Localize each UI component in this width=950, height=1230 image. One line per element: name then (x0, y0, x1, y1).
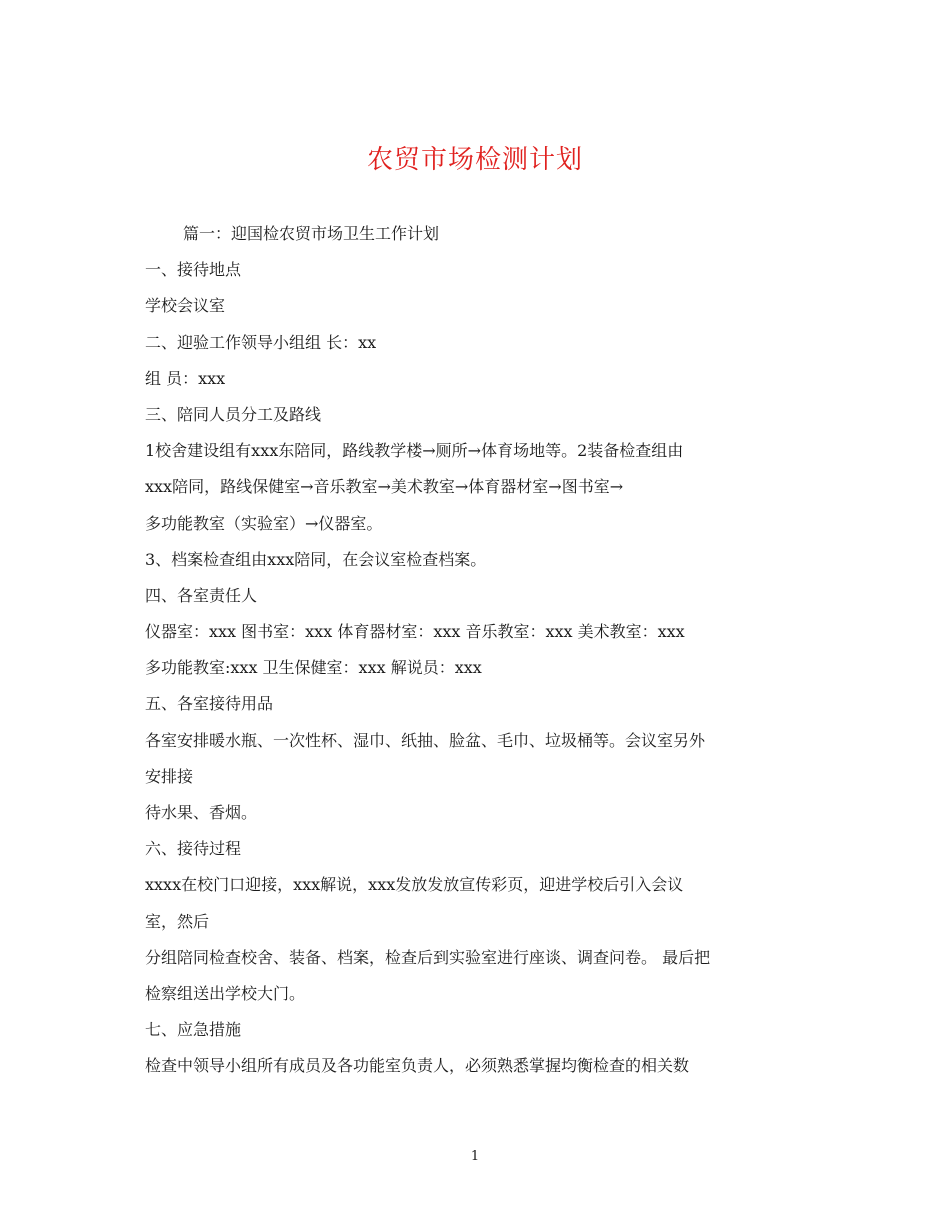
text-line: 3、档案检查组由xxx陪同，在会议室检查档案。 (145, 549, 487, 569)
text-line: 四、各室责任人 (145, 585, 258, 605)
document-body (145, 216, 815, 1085)
page-number: 1 (470, 1149, 480, 1164)
text-line: 多功能教室（实验室）→仪器室。 (145, 513, 383, 533)
text-line: 1校舍建设组有xxx东陪同，路线教学楼→厕所→体育场地等。2装备检查组由 (145, 441, 684, 461)
text-line: 各室安排暖水瓶、一次性杯、湿巾、纸抽、脸盆、毛巾、垃圾桶等。会议室另外 (145, 730, 706, 750)
text-line: 多功能教室:xxx 卫生保健室：xxx 解说员：xxx (145, 658, 482, 678)
section-heading: 篇一：迎国检农贸市场卫生工作计划 (183, 224, 440, 243)
text-line: 学校会议室 (145, 296, 226, 316)
text-line: 安排接 (145, 766, 194, 786)
text-line: 分组陪同检查校舍、装备、档案，检查后到实验室进行座谈、调查问卷。 最后把 (145, 947, 711, 967)
text-line: 五、各室接待用品 (145, 694, 274, 714)
text-line: 六、接待过程 (145, 839, 242, 859)
text-line: 室，然后 (145, 911, 210, 931)
text-line: 组 员：xxx (145, 368, 226, 388)
text-line: xxxx在校门口迎接，xxx解说，xxx发放发放宣传彩页，迎进学校后引入会议 (145, 875, 684, 895)
text-line: 检察组送出学校大门。 (145, 983, 306, 1003)
text-line: xxx陪同，路线保健室→音乐教室→美术教室→体育器材室→图书室→ (145, 477, 624, 497)
text-line: 一、接待地点 (145, 260, 242, 280)
text-line: 三、陪同人员分工及路线 (145, 404, 322, 424)
text-line: 待水果、香烟。 (145, 803, 258, 822)
document-title: 农贸市场检测计划 (366, 145, 583, 175)
text-line: 仪器室：xxx 图书室：xxx 体育器材室：xxx 音乐教室：xxx 美术教室：xxx (145, 622, 685, 642)
text-line: 七、应急措施 (145, 1020, 242, 1040)
text-line: 检查中领导小组所有成员及各功能室负责人，必须熟悉掌握均衡检查的相关数 (145, 1056, 690, 1076)
text-line: 二、迎验工作领导小组组 长：xx (145, 332, 377, 352)
